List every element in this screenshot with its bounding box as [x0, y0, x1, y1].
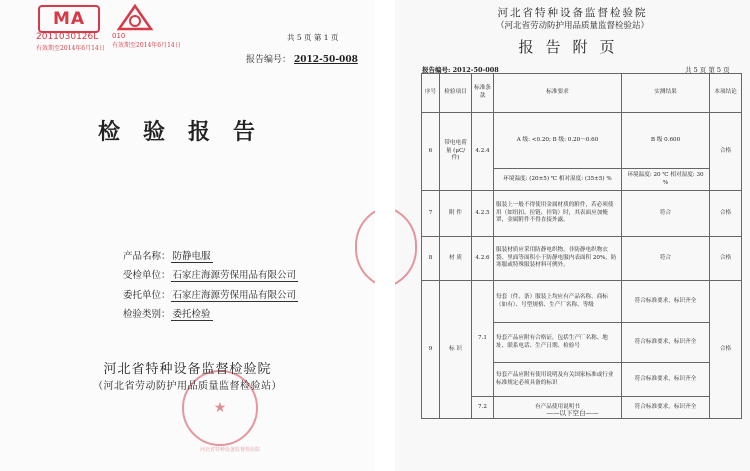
field-value: 防静电服 [171, 248, 213, 263]
row-requirement: 有产品使用说明书 [494, 397, 622, 419]
page-number: 共 5 页 第 1 页 [287, 33, 339, 42]
inspection-type-row [123, 306, 213, 321]
field-label: 委托单位： [123, 290, 171, 301]
row-conclusion: 合格 [710, 237, 742, 281]
field-label: 检验类别： [123, 309, 171, 320]
inspection-table [421, 73, 742, 419]
row-conclusion: 合格 [710, 191, 742, 237]
field-value: 委托检验 [171, 306, 213, 321]
ma-note: 有效期至2014年6月14日 [36, 45, 105, 52]
ma-logo: MA [38, 5, 100, 33]
page-gap [375, 0, 395, 471]
row-item: 材 质 [440, 237, 472, 281]
table-header [422, 74, 742, 113]
header-cell: 实测结果 [622, 74, 710, 113]
row-requirement: A 级: <0.20; B 级: 0.20～0.60 [494, 113, 622, 169]
row-requirement: 每套产品应附有合格证，包括生产厂名称、地址、联系电话、生产日期、检验号 [494, 323, 622, 363]
row-result: 环境温度: 20 ℃ 相对湿度: 30 % [622, 169, 710, 191]
inspected-unit-row [123, 267, 298, 282]
row-clause: 7.1 [472, 281, 494, 397]
star-icon: ★ [213, 400, 227, 416]
table-row [422, 281, 742, 323]
annex-title: 报告附页 [518, 38, 627, 56]
product-name-row [123, 248, 213, 263]
row-requirement: 每套（件、条）服装上均应有产品名称、商标（如有）、号型规格、生产厂名称、等级 [494, 281, 622, 323]
row-number: 8 [422, 237, 440, 281]
institution-subname: （河北省劳动防护用品质量监督检验站） [495, 21, 649, 31]
row-clause: 4.2.6 [472, 237, 494, 281]
institution-name: 河北省特种设备监督检验院 [497, 7, 648, 19]
report-number-value: 2012-50-008 [294, 55, 358, 65]
table-row [422, 237, 742, 281]
seam-seal [395, 205, 417, 289]
row-clause: 7.2 [472, 397, 494, 419]
row-requirement: 服装上一般不得使用金属材质的附件，若必须使用（如纽扣、拉链、挂钩）时，其表面应加掩罩，金属附件不得直接外露。 [494, 191, 622, 237]
institution-name: 河北省特种设备监督检验院 [103, 362, 272, 377]
field-label: 受检单位： [123, 270, 171, 281]
field-label: 产品名称： [123, 251, 171, 262]
report-number: 报告编号: 2012-50-008 [422, 66, 499, 74]
client-unit-row [123, 287, 298, 302]
ca-note: 有效期至2014年6月14日 [112, 42, 181, 49]
row-number: 9 [422, 281, 440, 419]
row-result: B 级 0.600 [622, 113, 710, 169]
row-item: 带电电荷量 (μC/件) [440, 113, 472, 191]
row-result: 符合 [622, 191, 710, 237]
header-cell: 序号 [422, 74, 440, 113]
row-number: 7 [422, 191, 440, 237]
row-result: 符合标准要求，标识齐全 [622, 323, 710, 363]
cal-certification-icon [115, 3, 155, 31]
header-cell: 标准要求 [494, 74, 622, 113]
table-row [422, 113, 742, 169]
row-result: 符合 [622, 237, 710, 281]
row-item: 标 识 [440, 281, 472, 419]
institution-subname: （河北省劳动防护用品质量监督检验站） [93, 381, 282, 392]
ca-code: 010 [112, 32, 126, 40]
row-result: 符合标准要求，标识齐全 [622, 281, 710, 323]
row-requirement: 每套产品应附有使用说明及有关国家标准或行业标准规定必须具备的标识 [494, 363, 622, 397]
end-marker: ——以下空白—— [546, 409, 599, 417]
row-clause: 4.2.4 [472, 113, 494, 191]
row-requirement: 服装材质应采用防静电织物，非防静电织物衣袋、里面等面积小于防静电服内表面积 20%，防寒服或特殊服装材料可例外。 [494, 237, 622, 281]
table-row [422, 191, 742, 237]
report-annex-page [395, 0, 750, 471]
report-title: 检验报告 [98, 119, 279, 145]
header-cell: 本项结论 [710, 74, 742, 113]
seam-seal [355, 205, 375, 289]
row-result: 符合标准要求，标识齐全 [622, 363, 710, 397]
row-conclusion: 合格 [710, 281, 742, 419]
row-clause: 4.2.5 [472, 191, 494, 237]
page-number: 共 5 页 第 5 页 [685, 66, 730, 74]
row-item: 附 件 [440, 191, 472, 237]
row-number: 6 [422, 113, 440, 191]
header-cell: 标准条款 [472, 74, 494, 113]
field-value: 石家庄海源劳保用品有限公司 [171, 287, 299, 302]
header-cell: 检验项目 [440, 74, 472, 113]
ma-code: 2011030126L [36, 32, 99, 42]
row-result: 符合标准要求，标识齐全 [622, 397, 710, 419]
report-number-label: 报告编号： [246, 55, 292, 65]
report-number [246, 52, 358, 65]
field-value: 石家庄海源劳保用品有限公司 [171, 267, 299, 282]
row-requirement: 环境温度: (20±5) ℃ 相对湿度: (35±5) % [494, 169, 622, 191]
row-conclusion: 合格 [710, 113, 742, 191]
seal-text: 河北省特种设备监督检验院 [200, 447, 261, 453]
